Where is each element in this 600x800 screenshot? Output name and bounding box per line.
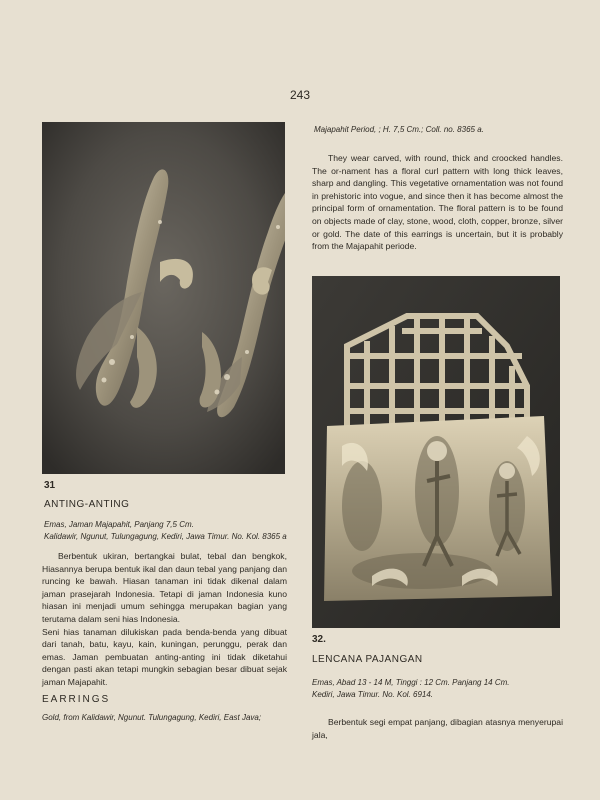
right-meta-top: Majapahit Period, ; H. 7,5 Cm.; Coll. no. 8365 a.	[314, 125, 484, 134]
right-body-text-2: Berbentuk segi empat panjang, dibagian atasnya menyerupai jala,	[312, 717, 563, 740]
left-meta-line-2: Kalidawir, Ngunut, Tulungagung, Kediri, Jawa Timur. No. Kol. 8365 a	[44, 532, 287, 541]
right-body-text: They wear carved, with round, thick and croocked handles. The or-nament has a floral curl pattern with long thick leaves, sharp and dangling. This vegetative ornamentation was not found in prehistoric into vogue, and since then it has become almost the principal form of ornamentation. The floral pattern is to be found on objects made of clay, stone, wood, cloth, copper, bronze, silver or gold. The date of this earrings is uncertain, but it is probably from the Majapahit periode.	[312, 153, 563, 252]
left-meta-line-1: Emas, Jaman Majapahit, Panjang 7,5 Cm.	[44, 520, 194, 529]
earrings-heading: EARRINGS	[42, 694, 111, 705]
right-item-title: LENCANA PAJANGAN	[312, 654, 423, 665]
left-item-meta	[44, 519, 289, 543]
earrings-photo	[42, 122, 285, 474]
page-number: 243	[289, 88, 311, 102]
right-meta-line-2: Kediri, Jawa Timur. No. Kol. 6914.	[312, 690, 434, 699]
earrings-meta: Gold, from Kalidawir, Ngunut. Tulungagung, Kediri, East Java;	[42, 713, 262, 722]
plaque-photo	[312, 276, 560, 628]
left-paragraph-1: Berbentuk ukiran, bertangkai bulat, tebal dan bengkok, Hiasannya berupa bentuk ikal dan daun tebal yang panjang dan runcing ke bawah. Hiasan tanaman ini tidak dikenal dalam jaman prasejarah Indonesia. Tetapi di jaman Indonesia kuno hiasan ini menjadi umum sehingga merupakan bagian yang terutama dalam seni hias Indonesia.	[42, 551, 287, 624]
left-item-number: 31	[44, 480, 56, 491]
left-item-title: ANTING-ANTING	[44, 499, 130, 510]
right-item-meta	[312, 677, 562, 701]
left-paragraph-2: Seni hias tanaman dilukiskan pada benda-benda yang dibuat dari tanah, batu, kayu, kain, kuningan, perunggu, perak dan emas. Jaman pembuatan anting-anting ini tidak diketahui dengan pasti akan tetapi mungkin sebagian besar dibuat sejak jaman Majapahit.	[42, 626, 287, 687]
right-meta-line-1: Emas, Abad 13 - 14 M, Tinggi : 12 Cm. Panjang 14 Cm.	[312, 678, 510, 687]
left-body-text	[42, 550, 287, 689]
right-item-number: 32.	[312, 634, 326, 645]
